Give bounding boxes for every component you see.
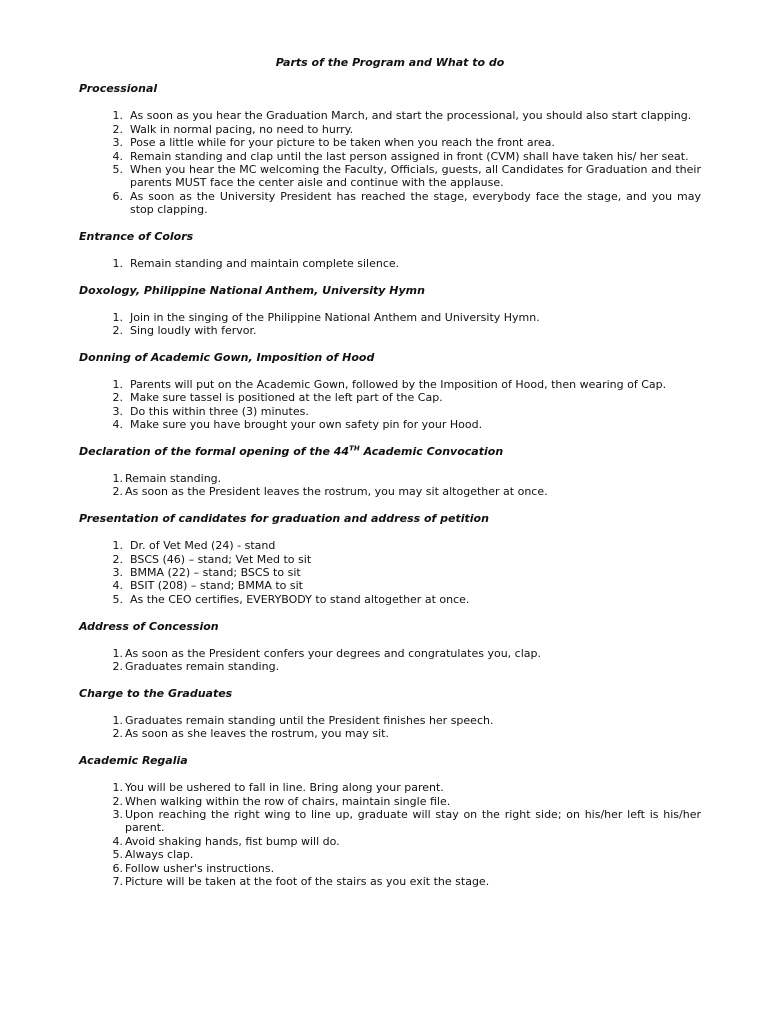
list-item-text: Graduates remain standing. xyxy=(125,660,280,674)
section-heading xyxy=(79,284,701,297)
list-item-number: 5. xyxy=(112,162,123,176)
list-item-text: Avoid shaking hands, fist bump will do. xyxy=(125,834,340,848)
list-item-text: Follow usher's instructions. xyxy=(125,861,275,875)
section-heading xyxy=(79,82,701,95)
list-item xyxy=(79,163,701,190)
list-item xyxy=(79,150,701,163)
list-item xyxy=(79,136,701,149)
list-item xyxy=(79,391,701,404)
section xyxy=(79,82,701,216)
list-item-number: 4. xyxy=(112,834,123,848)
list-item-number: 4. xyxy=(112,418,123,432)
list-item-number: 1. xyxy=(112,539,123,553)
numbered-list xyxy=(79,714,701,741)
list-item xyxy=(79,808,701,835)
list-item xyxy=(79,472,701,485)
list-item xyxy=(79,647,701,660)
list-item-text: Remain standing. xyxy=(125,472,222,486)
numbered-list xyxy=(79,378,701,432)
section xyxy=(79,351,701,432)
list-item xyxy=(79,378,701,391)
list-item-text: Make sure you have brought your own safety pin for your Hood. xyxy=(130,418,483,432)
list-item-number: 6. xyxy=(112,189,123,203)
section xyxy=(79,445,701,499)
list-item-number: 1. xyxy=(112,472,123,486)
section-heading xyxy=(79,512,701,525)
section-heading xyxy=(79,687,701,700)
list-item-text: BMMA (22) – stand; BSCS to sit xyxy=(130,566,301,580)
section-heading-text: Charge to the Graduates xyxy=(79,687,233,700)
list-item xyxy=(79,660,701,673)
section-heading xyxy=(79,230,701,243)
list-item xyxy=(79,795,701,808)
list-item-text: Graduates remain standing until the President finishes her speech. xyxy=(125,713,494,727)
numbered-list xyxy=(79,781,701,888)
list-item xyxy=(79,835,701,848)
section xyxy=(79,230,701,270)
list-item xyxy=(79,257,701,270)
section-heading-tail: Academic Convocation xyxy=(359,445,504,459)
section-heading-text: Presentation of candidates for graduation and address of petition xyxy=(79,512,489,526)
list-item-number: 3. xyxy=(112,807,123,821)
list-item-number: 2. xyxy=(112,391,123,405)
section-heading xyxy=(79,351,701,364)
list-item-number: 2. xyxy=(112,485,123,499)
list-item-text: Make sure tassel is positioned at the left part of the Cap. xyxy=(130,391,443,405)
list-item-number: 3. xyxy=(112,566,123,580)
list-item-text: Join in the singing of the Philippine National Anthem and University Hymn. xyxy=(130,310,540,324)
list-item-number: 2. xyxy=(112,324,123,338)
list-item xyxy=(79,566,701,579)
list-item-text: Picture will be taken at the foot of the stairs as you exit the stage. xyxy=(125,874,490,888)
list-item xyxy=(79,593,701,606)
section-heading-superscript: TH xyxy=(349,444,360,453)
list-item-number: 4. xyxy=(112,149,123,163)
section-heading-text: Doxology, Philippine National Anthem, University Hymn xyxy=(79,283,425,297)
list-item-text: As soon as the President confers your degrees and congratulates you, clap. xyxy=(125,646,541,660)
list-item-number: 5. xyxy=(112,592,123,606)
list-item xyxy=(79,781,701,794)
section xyxy=(79,687,701,741)
numbered-list xyxy=(79,257,701,270)
list-item-text: Do this within three (3) minutes. xyxy=(130,404,309,418)
section-heading xyxy=(79,445,701,458)
numbered-list xyxy=(79,311,701,338)
list-item-number: 4. xyxy=(112,579,123,593)
list-item-text: Sing loudly with fervor. xyxy=(130,324,257,338)
list-item-number: 1. xyxy=(112,781,123,795)
list-item-number: 2. xyxy=(112,727,123,741)
list-item-text: As soon as she leaves the rostrum, you may sit. xyxy=(125,727,389,741)
numbered-list xyxy=(79,539,701,606)
list-item-text: BSIT (208) – stand; BMMA to sit xyxy=(130,579,303,593)
list-item-text: You will be ushered to fall in line. Bring along your parent. xyxy=(125,781,444,795)
list-item xyxy=(79,109,701,122)
list-item-number: 3. xyxy=(112,404,123,418)
list-item xyxy=(79,123,701,136)
list-item-text: Remain standing and clap until the last person assigned in front (CVM) shall have taken his/ her seat. xyxy=(130,149,689,163)
list-item xyxy=(79,190,701,217)
section xyxy=(79,754,701,888)
list-item-text: Remain standing and maintain complete silence. xyxy=(130,256,400,270)
section xyxy=(79,620,701,674)
document-title: Parts of the Program and What to do xyxy=(275,56,505,69)
list-item xyxy=(79,848,701,861)
section-heading-text: Address of Concession xyxy=(79,619,219,633)
list-item-text: As soon as the President leaves the rostrum, you may sit altogether at once. xyxy=(125,485,548,499)
list-item-number: 2. xyxy=(112,552,123,566)
list-item xyxy=(79,875,701,888)
section-heading-text: Academic Regalia xyxy=(79,754,188,768)
numbered-list xyxy=(79,647,701,674)
list-item xyxy=(79,579,701,592)
list-item-text: As soon as you hear the Graduation March, and start the processional, you should also start clapping. xyxy=(130,109,692,123)
list-item-text: Upon reaching the right wing to line up, graduate will stay on the right side; on his/her left is his/her parent. xyxy=(125,807,701,835)
list-item xyxy=(79,862,701,875)
list-item-text: Always clap. xyxy=(125,848,194,862)
list-item xyxy=(79,405,701,418)
section-heading-text: Donning of Academic Gown, Imposition of Hood xyxy=(79,351,375,365)
list-item xyxy=(79,311,701,324)
list-item-number: 1. xyxy=(112,256,123,270)
section-heading-text: Declaration of the formal opening of the 44 xyxy=(79,445,350,459)
list-item-number: 1. xyxy=(112,646,123,660)
numbered-list xyxy=(79,472,701,499)
list-item-text: As soon as the University President has reached the stage, everybody face the stage, and you may stop clapping. xyxy=(130,189,701,217)
list-item xyxy=(79,727,701,740)
numbered-list xyxy=(79,109,701,216)
list-item-number: 1. xyxy=(112,713,123,727)
section-heading xyxy=(79,620,701,633)
list-item xyxy=(79,485,701,498)
list-item-text: Dr. of Vet Med (24) - stand xyxy=(130,539,276,553)
list-item-number: 1. xyxy=(112,310,123,324)
section xyxy=(79,512,701,606)
section-heading xyxy=(79,754,701,767)
section-heading-text: Entrance of Colors xyxy=(79,230,194,244)
list-item xyxy=(79,324,701,337)
list-item-text: When you hear the MC welcoming the Faculty, Officials, guests, all Candidates for Graduation and their parents MUST face the center aisle and continue with the applause. xyxy=(130,162,701,190)
section xyxy=(79,284,701,338)
list-item-text: BSCS (46) – stand; Vet Med to sit xyxy=(130,552,312,566)
list-item-text: Parents will put on the Academic Gown, followed by the Imposition of Hood, then wearing of Cap. xyxy=(130,378,667,391)
list-item-number: 5. xyxy=(112,848,123,862)
list-item xyxy=(79,539,701,552)
list-item-number: 2. xyxy=(112,122,123,136)
list-item-text: When walking within the row of chairs, maintain single file. xyxy=(125,794,451,808)
sections-container xyxy=(79,82,701,888)
list-item xyxy=(79,418,701,431)
list-item-text: As the CEO certifies, EVERYBODY to stand altogether at once. xyxy=(130,592,470,606)
list-item-number: 3. xyxy=(112,136,123,150)
list-item-number: 1. xyxy=(112,109,123,123)
list-item-number: 6. xyxy=(112,861,123,875)
list-item-number: 7. xyxy=(112,874,123,888)
list-item-text: Walk in normal pacing, no need to hurry. xyxy=(130,122,354,136)
list-item xyxy=(79,714,701,727)
list-item-number: 1. xyxy=(112,378,123,391)
section-heading-text: Processional xyxy=(79,82,158,96)
list-item xyxy=(79,553,701,566)
list-item-text: Pose a little while for your picture to be taken when you reach the front area. xyxy=(130,136,555,150)
list-item-number: 2. xyxy=(112,794,123,808)
list-item-number: 2. xyxy=(112,660,123,674)
